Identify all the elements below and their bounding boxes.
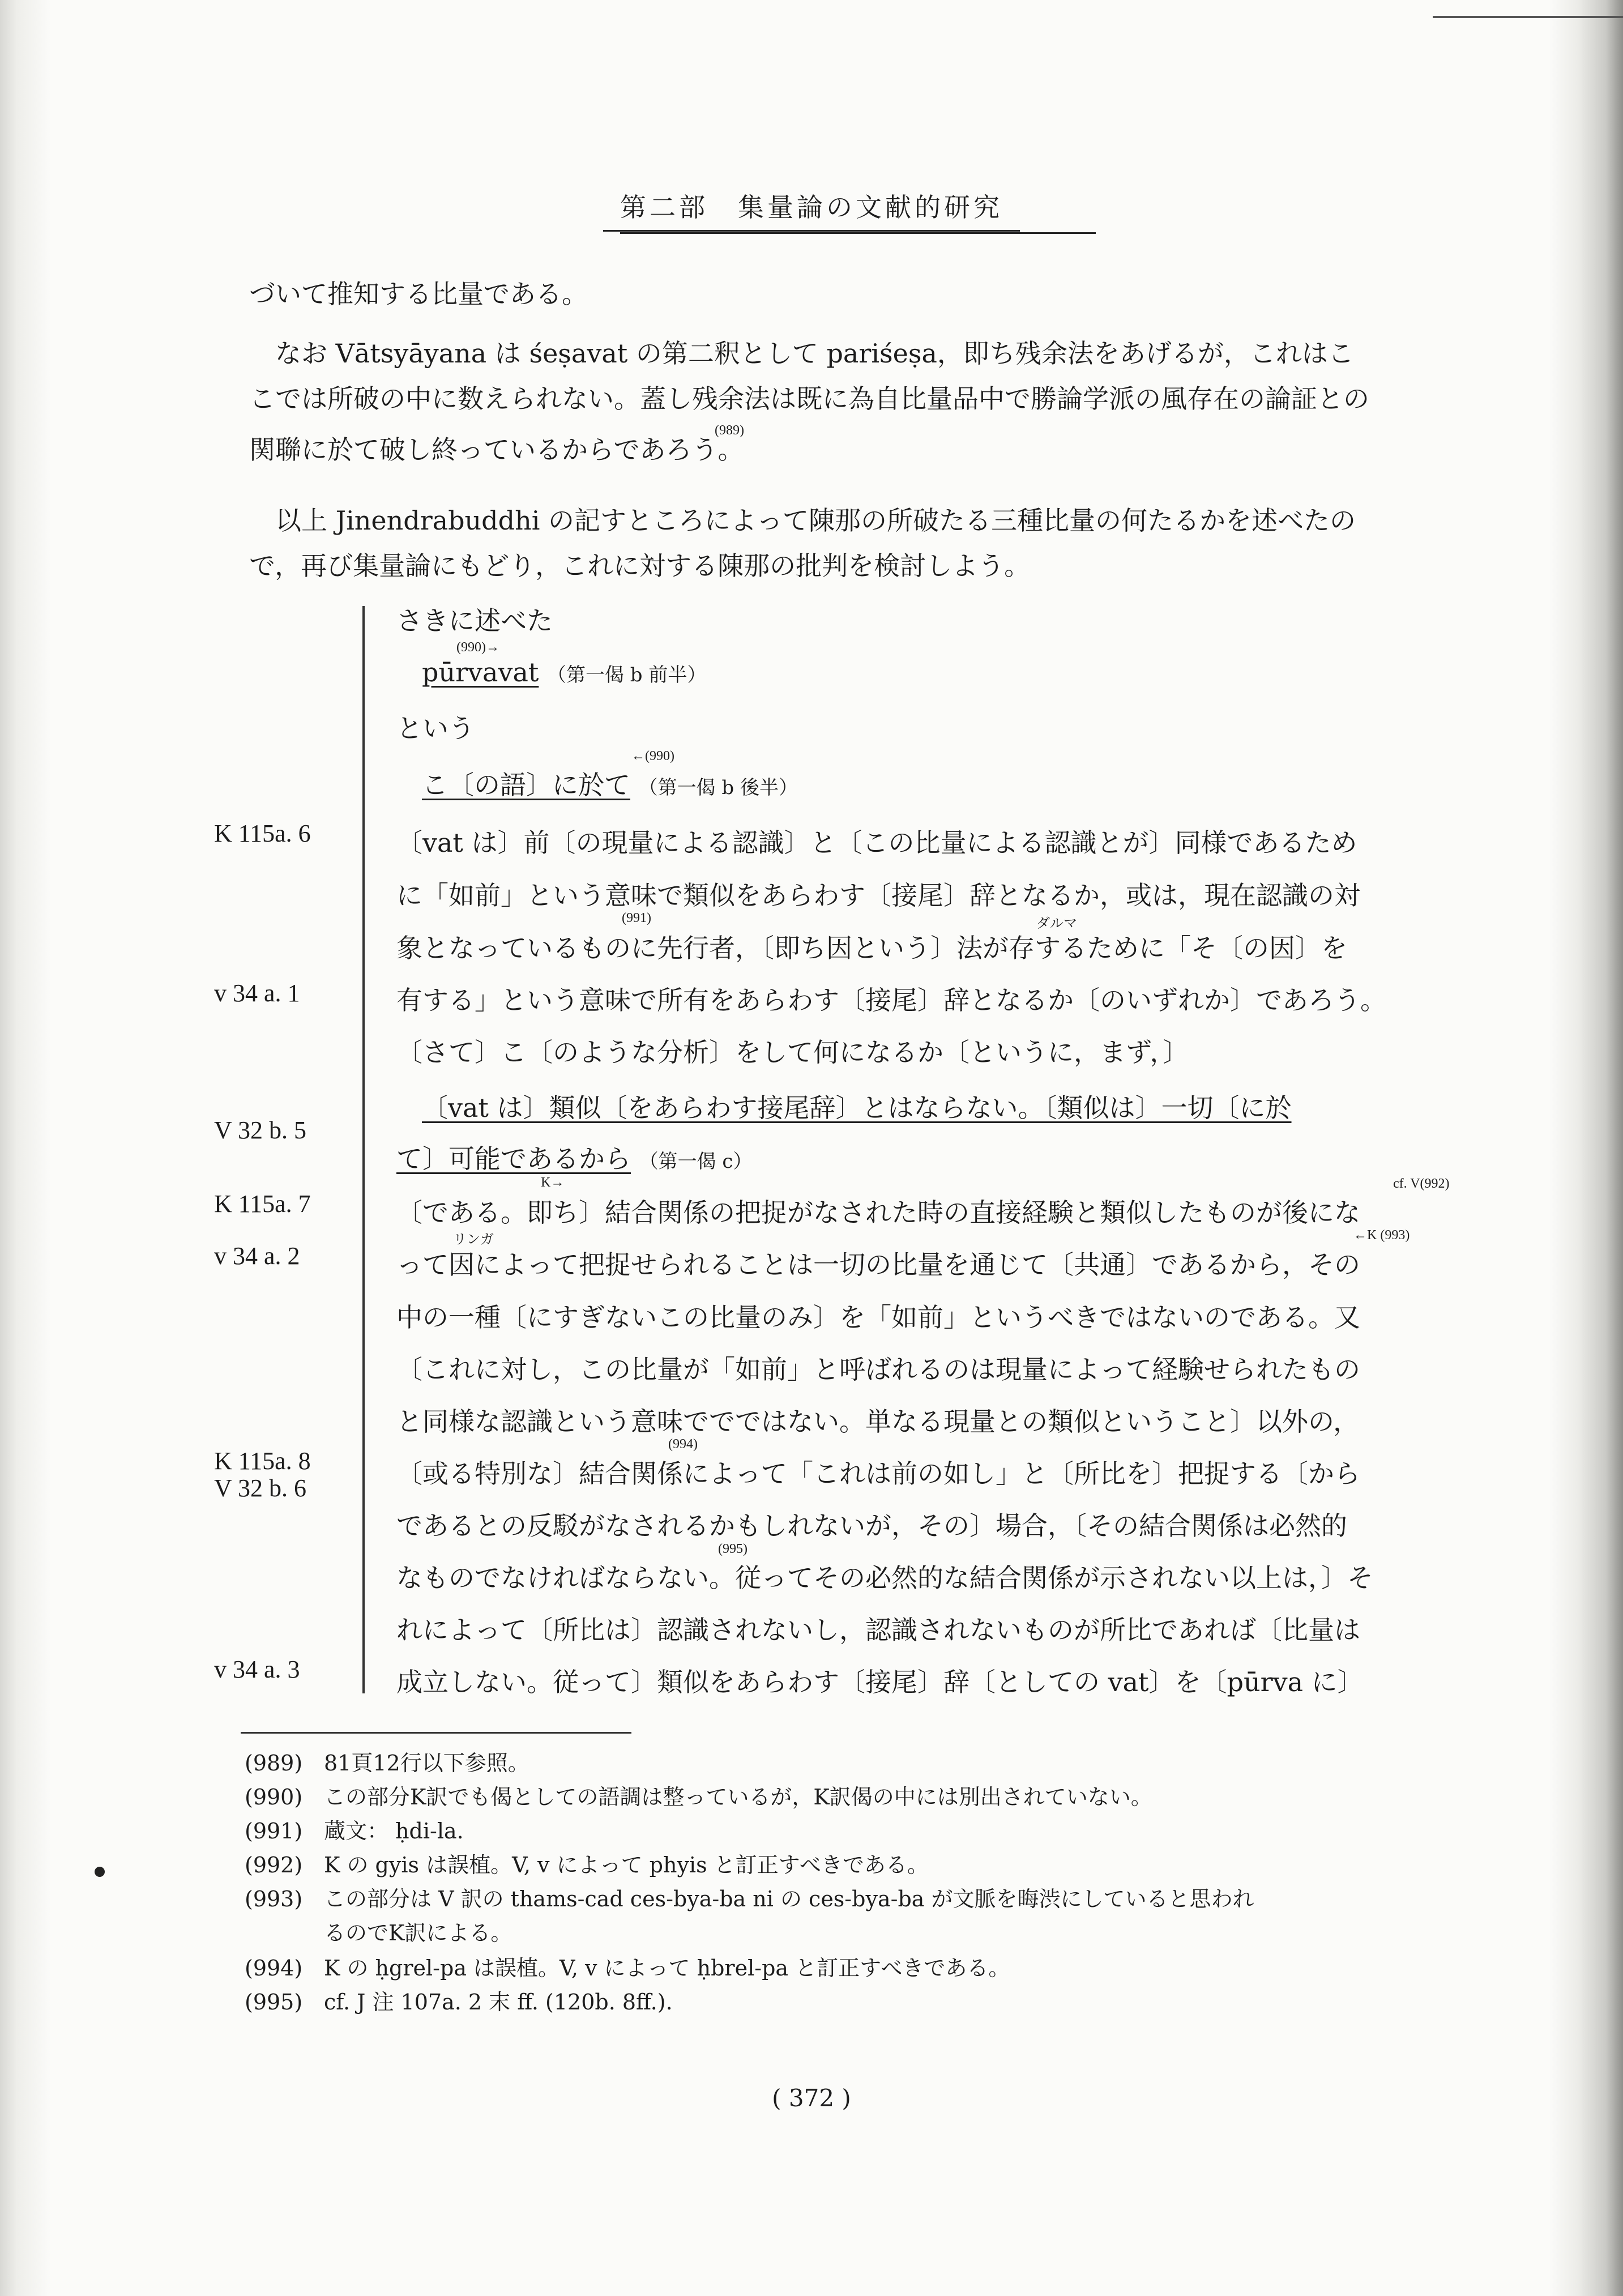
annotation: (991) — [622, 911, 651, 925]
paragraph-line: で，再び集量論にもどり，これに対する陳那の批判を検討しよう。 — [249, 550, 1031, 581]
annotation: リンガ — [453, 1232, 494, 1247]
text-line: 〔である。即ち〕結合関係の把捉がなされた時の直接経験と類似したものが後にな — [396, 1197, 1360, 1228]
text-line: って因によって把捉せられることは一切の比量を通じて〔共通〕であるから，その — [396, 1249, 1360, 1280]
verse-ref: （第一偈 b 前半） — [547, 664, 707, 686]
annotation: (994) — [668, 1437, 698, 1452]
text-line: こ〔の語〕に於て （第一偈 b 後半） — [422, 770, 798, 800]
margin-ref: K 115a. 6 — [214, 820, 311, 847]
margin-ref: V 32 b. 6 — [214, 1474, 306, 1502]
scan-edge-right — [1549, 0, 1623, 2296]
footnote: (990) この部分K訳でも偈としての語調は整っているが，K訳偈の中には別出されていない。 — [245, 1785, 1152, 1810]
text-line: という — [396, 713, 475, 744]
paragraph-line: 以上 Jinendrabuddhi の記すところによって陳那の所破たる三種比量の何たるかを述べたの — [249, 505, 1356, 536]
text-line: 〔さて〕こ〔のような分析〕をして何になるか〔というに，まず，〕 — [396, 1037, 1189, 1068]
running-header: 第二部 集量論の文献的研究 — [0, 187, 1623, 232]
text-line: 成立しない。従って〕類似をあらわす〔接尾〕辞〔としての vat〕を〔pūrva に〕 — [396, 1667, 1364, 1697]
page-number: ( 372 ) — [772, 2084, 851, 2112]
margin-ref: K 115a. 8 — [214, 1447, 311, 1475]
margin-ref: V 32 b. 5 — [214, 1116, 306, 1144]
text-line: さきに述べた — [396, 605, 553, 636]
annotation: (990)→ — [456, 640, 499, 655]
paragraph-line: なお Vātsyāyana は śeṣavat の第二釈として pariśeṣa，即ち残余法をあげるが，これはこ — [249, 338, 1354, 369]
text-line: 中の一種〔にすぎないこの比量のみ〕を「如前」というべきではないのである。又 — [396, 1302, 1360, 1333]
annotation: cf. V(992) — [1393, 1176, 1450, 1191]
margin-rule — [362, 606, 365, 1693]
annotation: K→ — [541, 1175, 565, 1190]
top-rule — [1433, 16, 1623, 18]
text-line: と同様な認識という意味ででではない。単なる現量との類似ということ〕以外の， — [396, 1406, 1360, 1437]
annotation: ダルマ — [1036, 916, 1077, 931]
footnote: (995) cf. J 注 107a. 2 末 ff. (120b. 8ff.). — [245, 1990, 673, 2015]
text-line: に「如前」という意味で類似をあらわす〔接尾〕辞となるか，或は，現在認識の対 — [396, 880, 1360, 911]
text-line — [422, 657, 706, 688]
margin-ref: v 34 a. 3 — [214, 1655, 300, 1683]
scan-mark — [95, 1867, 105, 1877]
margin-ref: v 34 a. 1 — [214, 979, 300, 1007]
text-line: れによって〔所比は〕認識されないし，認識されないものが所比であれば〔比量は — [396, 1615, 1360, 1645]
footnote: (993) この部分は V 訳の thams-cad ces-bya-ba ni の ces-bya-ba が文脈を晦渋にしていると思われ — [245, 1887, 1254, 1911]
text-line: 〔vat は〕前〔の現量による認識〕と〔この比量による認識とが〕同様であるため — [396, 827, 1357, 858]
scan-edge-left — [0, 0, 51, 2296]
text-line: て〕可能であるから （第一偈 c） — [396, 1143, 753, 1174]
annotation: (995) — [718, 1542, 748, 1556]
margin-ref: v 34 a. 2 — [214, 1242, 300, 1270]
footnote: るのでK訳による。 — [324, 1921, 512, 1945]
footnote: (992) K の gyis は誤植。V, v によって phyis と訂正すべきである。 — [245, 1853, 929, 1877]
annotation: ←K (993) — [1353, 1228, 1410, 1243]
footnote: (994) K の ḥgrel-pa は誤植。V, v によって ḥbrel-pa と訂正すべきである。 — [245, 1956, 1010, 1981]
text-line: 象となっているものに先行者，〔即ち因という〕法が存するために「そ〔の因〕を — [396, 933, 1347, 963]
annotation: ←(990) — [631, 749, 674, 763]
footnote: (989) 81頁12行以下参照。 — [245, 1751, 529, 1776]
header-rule — [620, 232, 1096, 234]
footnote-rule — [241, 1732, 631, 1734]
text-line: 〔或る特別な〕結合関係によって「これは前の如し」と〔所比を〕把捉する〔から — [396, 1458, 1360, 1489]
text-line: 〔vat は〕類似〔をあらわす接尾辞〕とはならない。〔類似は〕一切〔に於 — [422, 1092, 1292, 1123]
paragraph-line: こでは所破の中に数えられない。蓋し残余法は既に為自比量品中で勝論学派の風存在の論証との — [249, 383, 1369, 414]
paragraph-line: づいて推知する比量である。 — [249, 279, 588, 309]
text-line: 有する」という意味で所有をあらわす〔接尾〕辞となるか〔のいずれか〕であろう。 — [396, 985, 1386, 1015]
footnote: (991) 蔵文： ḥdi-la. — [245, 1819, 464, 1843]
text-line: なものでなければならない。従ってその必然的な結合関係が示されない以上は，〕そ — [396, 1563, 1373, 1593]
text-line: 〔これに対し，この比量が「如前」と呼ばれるのは現量によって経験せられたもの — [396, 1354, 1360, 1385]
paragraph-line: 関聯に於て破し終っているからであろう。 — [249, 434, 744, 465]
margin-ref: K 115a. 7 — [214, 1190, 311, 1218]
footnote-ref: (989) — [715, 423, 744, 438]
text-line: であるとの反駁がなされるかもしれないが，その〕場合，〔その結合関係は必然的 — [396, 1510, 1347, 1541]
keyword-purvavat: pūrvavat — [422, 657, 539, 688]
